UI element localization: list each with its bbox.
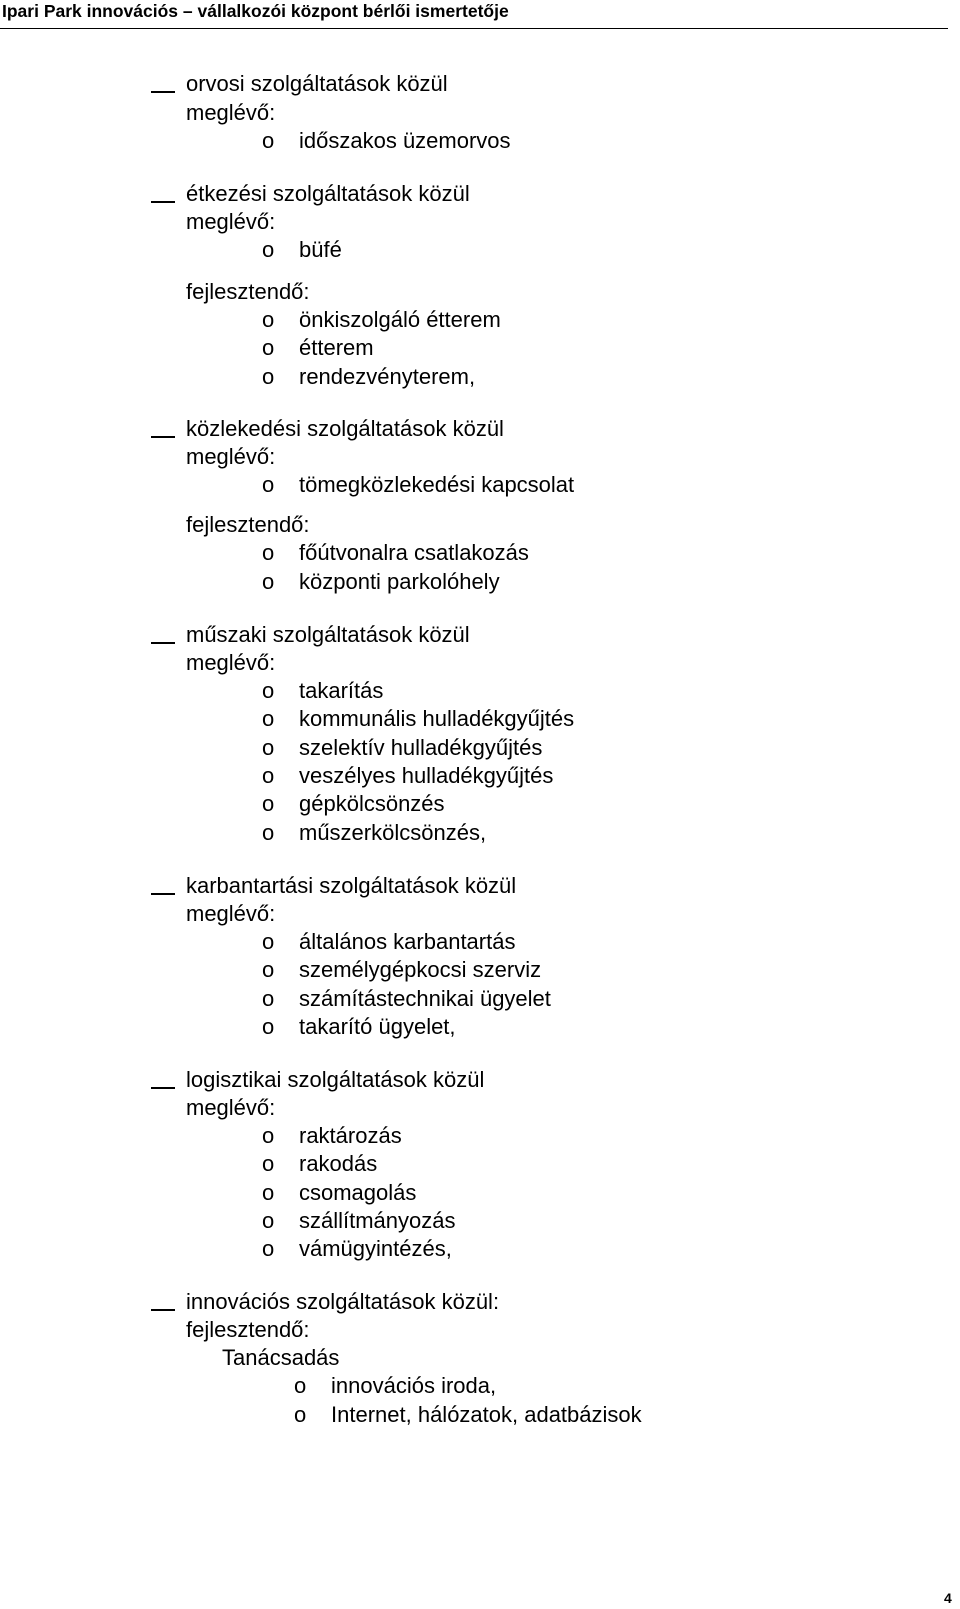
bullet-marker: o <box>262 1123 275 1148</box>
bullet-marker: o <box>262 1208 275 1233</box>
dash-marker <box>151 1087 175 1089</box>
section-title: étkezési szolgáltatások közül <box>186 181 470 206</box>
dash-marker <box>151 1309 175 1311</box>
section-title: műszaki szolgáltatások közül <box>186 622 470 647</box>
list-item: kommunális hulladékgyűjtés <box>299 706 575 731</box>
dash-marker <box>151 436 175 438</box>
bullet-marker: o <box>294 1373 307 1398</box>
bullet-marker: o <box>262 820 275 845</box>
list-item: raktározás <box>299 1123 402 1148</box>
list-item: általános karbantartás <box>299 929 516 954</box>
header-title: Ipari Park innovációs – vállalkozói központ bérlői ismertetője <box>2 1 509 21</box>
bullet-marker: o <box>294 1402 307 1427</box>
list-item: vámügyintézés, <box>299 1236 452 1261</box>
list-item: étterem <box>299 335 374 360</box>
page-number: 4 <box>944 1590 952 1606</box>
page-header <box>0 0 948 29</box>
group-label: fejlesztendő: <box>186 512 310 537</box>
group-label: meglévő: <box>186 100 276 125</box>
group-label: fejlesztendő: <box>186 279 310 304</box>
list-item: Internet, hálózatok, adatbázisok <box>331 1402 642 1427</box>
list-item: csomagolás <box>299 1180 417 1205</box>
bullet-marker: o <box>262 1180 275 1205</box>
list-item: rendezvényterem, <box>299 364 476 389</box>
section-title: orvosi szolgáltatások közül <box>186 71 448 96</box>
list-item: rakodás <box>299 1151 378 1176</box>
bullet-marker: o <box>262 569 275 594</box>
bullet-marker: o <box>262 1236 275 1261</box>
section-title: logisztikai szolgáltatások közül <box>186 1067 485 1092</box>
list-item: gépkölcsönzés <box>299 791 445 816</box>
bullet-marker: o <box>262 1014 275 1039</box>
list-item: szelektív hulladékgyűjtés <box>299 735 543 760</box>
list-item: büfé <box>299 237 342 262</box>
list-item: tömegközlekedési kapcsolat <box>299 472 575 497</box>
list-item: központi parkolóhely <box>299 569 500 594</box>
list-item: innovációs iroda, <box>331 1373 497 1398</box>
list-item: önkiszolgáló étterem <box>299 307 501 332</box>
bullet-marker: o <box>262 763 275 788</box>
bullet-marker: o <box>262 1151 275 1176</box>
bullet-marker: o <box>262 706 275 731</box>
group-label: meglévő: <box>186 444 276 469</box>
bullet-marker: o <box>262 540 275 565</box>
bullet-marker: o <box>262 335 275 360</box>
section-title: karbantartási szolgáltatások közül <box>186 873 517 898</box>
list-item: személygépkocsi szerviz <box>299 957 542 982</box>
bullet-marker: o <box>262 472 275 497</box>
bullet-marker: o <box>262 678 275 703</box>
dash-marker <box>151 91 175 93</box>
bullet-marker: o <box>262 957 275 982</box>
list-item: veszélyes hulladékgyűjtés <box>299 763 554 788</box>
bullet-marker: o <box>262 929 275 954</box>
group-label: meglévő: <box>186 209 276 234</box>
dash-marker <box>151 893 175 895</box>
dash-marker <box>151 201 175 203</box>
group-label: fejlesztendő: <box>186 1317 310 1342</box>
list-item: időszakos üzemorvos <box>299 128 511 153</box>
bullet-marker: o <box>262 735 275 760</box>
section-title: közlekedési szolgáltatások közül <box>186 416 504 441</box>
list-item: takarító ügyelet, <box>299 1014 456 1039</box>
group-label: meglévő: <box>186 901 276 926</box>
list-item: műszerkölcsönzés, <box>299 820 487 845</box>
group-label: meglévő: <box>186 1095 276 1120</box>
bullet-marker: o <box>262 307 275 332</box>
dash-marker <box>151 642 175 644</box>
section-title: innovációs szolgáltatások közül: <box>186 1289 500 1314</box>
bullet-marker: o <box>262 986 275 1011</box>
bullet-marker: o <box>262 364 275 389</box>
list-item: takarítás <box>299 678 384 703</box>
bullet-marker: o <box>262 791 275 816</box>
list-item: szállítmányozás <box>299 1208 456 1233</box>
bullet-marker: o <box>262 237 275 262</box>
list-item: számítástechnikai ügyelet <box>299 986 551 1011</box>
bullet-marker: o <box>262 128 275 153</box>
group-sublabel: Tanácsadás <box>222 1345 340 1370</box>
group-label: meglévő: <box>186 650 276 675</box>
list-item: főútvonalra csatlakozás <box>299 540 529 565</box>
